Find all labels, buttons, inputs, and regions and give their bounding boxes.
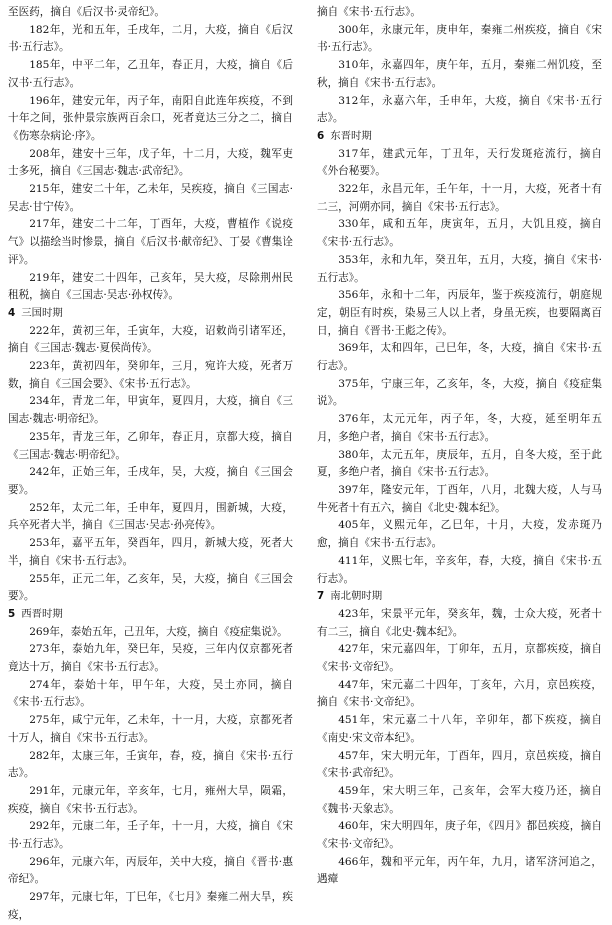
right-column	[317, 4, 602, 889]
epidemic-record-entry: 234年，青龙二年，甲寅年，夏四月，大疫，摘自《三国志·魏志·明帝纪》。	[8, 395, 293, 426]
section-title: 三国时期	[21, 306, 63, 319]
epidemic-record-entry: 296年，元康六年，丙辰年，关中大疫，摘自《晋书·惠帝纪》。	[8, 855, 293, 886]
epidemic-record-entry: 405年，义熙元年，乙巳年，十月，大疫，发赤斑乃愈，摘自《宋书·五行志》。	[317, 519, 602, 550]
epidemic-record-entry: 223年，黄初四年，癸卯年，三月，宛许大疫，死者万数，摘自《三国会要》、《宋书·五行志》。	[8, 360, 293, 390]
epidemic-record-entry: 235年，青龙三年，乙卯年，春正月，京都大疫，摘自《三国志·魏志·明帝纪》。	[8, 430, 293, 461]
epidemic-record-entry: 457年，宋大明元年，丁酉年，四月，京邑疾疫，摘自《宋书·武帝纪》。	[317, 749, 602, 780]
epidemic-record-entry: 217年，建安二十二年，丁酉年，大疫，曹植作《说疫气》以描绘当时惨景，摘自《后汉书·献帝纪》、丁晏《曹集诠评》。	[8, 218, 293, 266]
epidemic-record-entry: 330年，咸和五年，庚寅年，五月，大饥且疫，摘自《宋书·五行志》。	[317, 218, 602, 249]
epidemic-record-entry: 375年，宁康三年，乙亥年，冬，大疫，摘自《疫症集说》。	[317, 377, 602, 408]
section-heading	[317, 128, 602, 146]
epidemic-record-entry: 376年，太元元年，丙子年，冬，大疫，延至明年五月，多绝户者，摘自《宋书·五行志》。	[317, 413, 602, 443]
epidemic-record-entry: 196年，建安元年，丙子年，南阳自此连年疾疫，不到十年之间，张仲景宗族两百余口，死者竟达三分之二，摘自《伤寒杂病论·序》。	[8, 94, 293, 142]
left-column	[8, 4, 293, 925]
epidemic-record-entry: 297年，元康七年，丁巳年，《七月》秦雍二州大旱，疾疫，	[8, 891, 293, 921]
epidemic-record-entry: 255年，正元二年，乙亥年，吴，大疫，摘自《三国会要》。	[8, 572, 293, 603]
epidemic-record-entry: 466年，魏和平元年，丙午年，九月，诸军济河追之，遇瘴	[317, 855, 602, 886]
epidemic-record-entry: 291年，元康元年，辛亥年，七月，雍州大旱，陨霜，疾疫，摘自《宋书·五行志》。	[8, 784, 293, 815]
section-heading	[8, 305, 293, 323]
epidemic-record-entry: 摘自《宋书·五行志》。	[317, 6, 422, 18]
epidemic-record-entry: 222年，黄初三年，壬寅年，大疫，诏敕尚引诸军还，摘自《三国志·魏志·夏侯尚传》。	[8, 324, 293, 355]
epidemic-record-entry: 274年，泰始十年，甲午年，大疫，吴土亦同，摘自《宋书·五行志》。	[8, 678, 293, 709]
section-title: 东晋时期	[330, 129, 372, 142]
epidemic-record-entry: 356年，永和十二年，丙辰年，鉴于疾疫流行，朝庭规定，朝臣有时疾，染易三人以上者，身虽无疾，也要隔离百日，摘自《晋书·王彪之传》。	[317, 289, 602, 337]
section-number: 6	[317, 129, 325, 142]
section-heading	[8, 606, 293, 624]
epidemic-record-entry: 185年，中平二年，乙丑年，春正月，大疫，摘自《后汉书·五行志》。	[8, 59, 293, 89]
epidemic-record-entry: 459年，宋大明三年，己亥年，会军大疫乃还，摘自《魏书·天象志》。	[317, 784, 602, 815]
epidemic-record-entry: 282年，太康三年，壬寅年，春，疫，摘自《宋书·五行志》。	[8, 749, 293, 780]
epidemic-record-entry: 380年，太元五年，庚辰年，五月，自冬大疫，至于此夏，多绝户者，摘自《宋书·五行志》。	[317, 448, 602, 479]
epidemic-record-entry: 275年，咸宁元年，乙未年，十一月，大疫，京都死者十万人，摘自《宋书·五行志》。	[8, 714, 293, 744]
epidemic-record-entry: 460年，宋大明四年，庚子年，《四月》都邑疾疫，摘自《宋书·文帝纪》。	[317, 820, 602, 851]
epidemic-record-entry: 252年，太元二年，壬申年，夏四月，围新城，大疫，兵卒死者大半，摘自《三国志·吴志·孙亮传》。	[8, 501, 293, 532]
epidemic-record-entry: 322年，永昌元年，壬午年，十一月，大疫，死者十有二三，河朔亦同，摘自《宋书·五行志》。	[317, 183, 602, 213]
epidemic-record-entry: 208年，建安十三年，戊子年，十二月，大疫，魏军吏士多死，摘自《三国志·魏志·武帝纪》。	[8, 147, 293, 178]
epidemic-record-entry: 369年，太和四年，己巳年，冬，大疫，摘自《宋书·五行志》。	[317, 342, 602, 373]
section-title: 南北朝时期	[330, 590, 383, 603]
epidemic-record-entry: 427年，宋元嘉四年，丁卯年，五月，京都疾疫，摘自《宋书·文帝纪》。	[317, 643, 602, 674]
section-heading	[317, 588, 602, 606]
epidemic-record-entry: 411年，义熙七年，辛亥年，春，大疫，摘自《宋书·五行志》。	[317, 554, 602, 585]
epidemic-record-entry: 423年，宋景平元年，癸亥年，魏，士众大疫，死者十有二三，摘自《北史·魏本纪》。	[317, 607, 602, 638]
section-number: 5	[8, 607, 16, 620]
epidemic-record-entry: 300年，永康元年，庚申年，秦雍二州疾疫，摘自《宋书·五行志》。	[317, 23, 602, 54]
epidemic-record-entry: 292年，元康二年，壬子年，十一月，大疫，摘自《宋书·五行志》。	[8, 820, 293, 851]
epidemic-record-entry: 219年，建安二十四年，己亥年，吴大疫，尽除荆州民租税，摘自《三国志·吴志·孙权传》。	[8, 271, 293, 302]
epidemic-record-entry: 397年，隆安元年，丁酉年，八月，北魏大疫，人与马牛死者十有五六，摘自《北史·魏本纪》。	[317, 483, 602, 514]
epidemic-record-entry: 451年，宋元嘉二十八年，辛卯年，都下疾疫，摘自《南史·宋文帝本纪》。	[317, 714, 602, 744]
section-number: 7	[317, 590, 325, 603]
epidemic-record-entry: 310年，永嘉四年，庚午年，五月，秦雍二州饥疫，至秋，摘自《宋书·五行志》。	[317, 59, 602, 89]
epidemic-record-entry: 182年，光和五年，壬戌年，二月，大疫，摘自《后汉书·五行志》。	[8, 23, 293, 54]
epidemic-record-entry: 273年，泰始九年，癸巳年，吴疫，三年内仅京都死者竟达十万，摘自《宋书·五行志》。	[8, 643, 293, 674]
epidemic-record-entry: 317年，建武元年，丁丑年，天行发斑疮流行，摘自《外台秘要》。	[317, 147, 602, 178]
epidemic-record-entry: 312年，永嘉六年，壬申年，大疫，摘自《宋书·五行志》。	[317, 94, 602, 125]
section-title: 西晋时期	[21, 607, 63, 620]
epidemic-record-entry: 215年，建安二十年，乙未年，吴疾疫，摘自《三国志·吴志·甘宁传》。	[8, 183, 293, 213]
section-number: 4	[8, 306, 16, 319]
epidemic-record-entry: 253年，嘉平五年，癸酉年，四月，新城大疫，死者大半，摘自《宋书·五行志》。	[8, 537, 293, 567]
epidemic-record-entry: 至医药，摘自《后汉书·灵帝纪》。	[8, 6, 165, 18]
epidemic-record-entry: 447年，宋元嘉二十四年，丁亥年，六月，京邑疾疫，摘自《宋书·文帝纪》。	[317, 678, 602, 709]
epidemic-record-entry: 269年，泰始五年，己丑年，大疫，摘自《疫症集说》。	[29, 625, 288, 638]
epidemic-record-entry: 242年，正始三年，壬戌年，吴，大疫，摘自《三国会要》。	[8, 466, 293, 496]
epidemic-record-entry: 353年，永和九年，癸丑年，五月，大疫，摘自《宋书·五行志》。	[317, 253, 602, 284]
